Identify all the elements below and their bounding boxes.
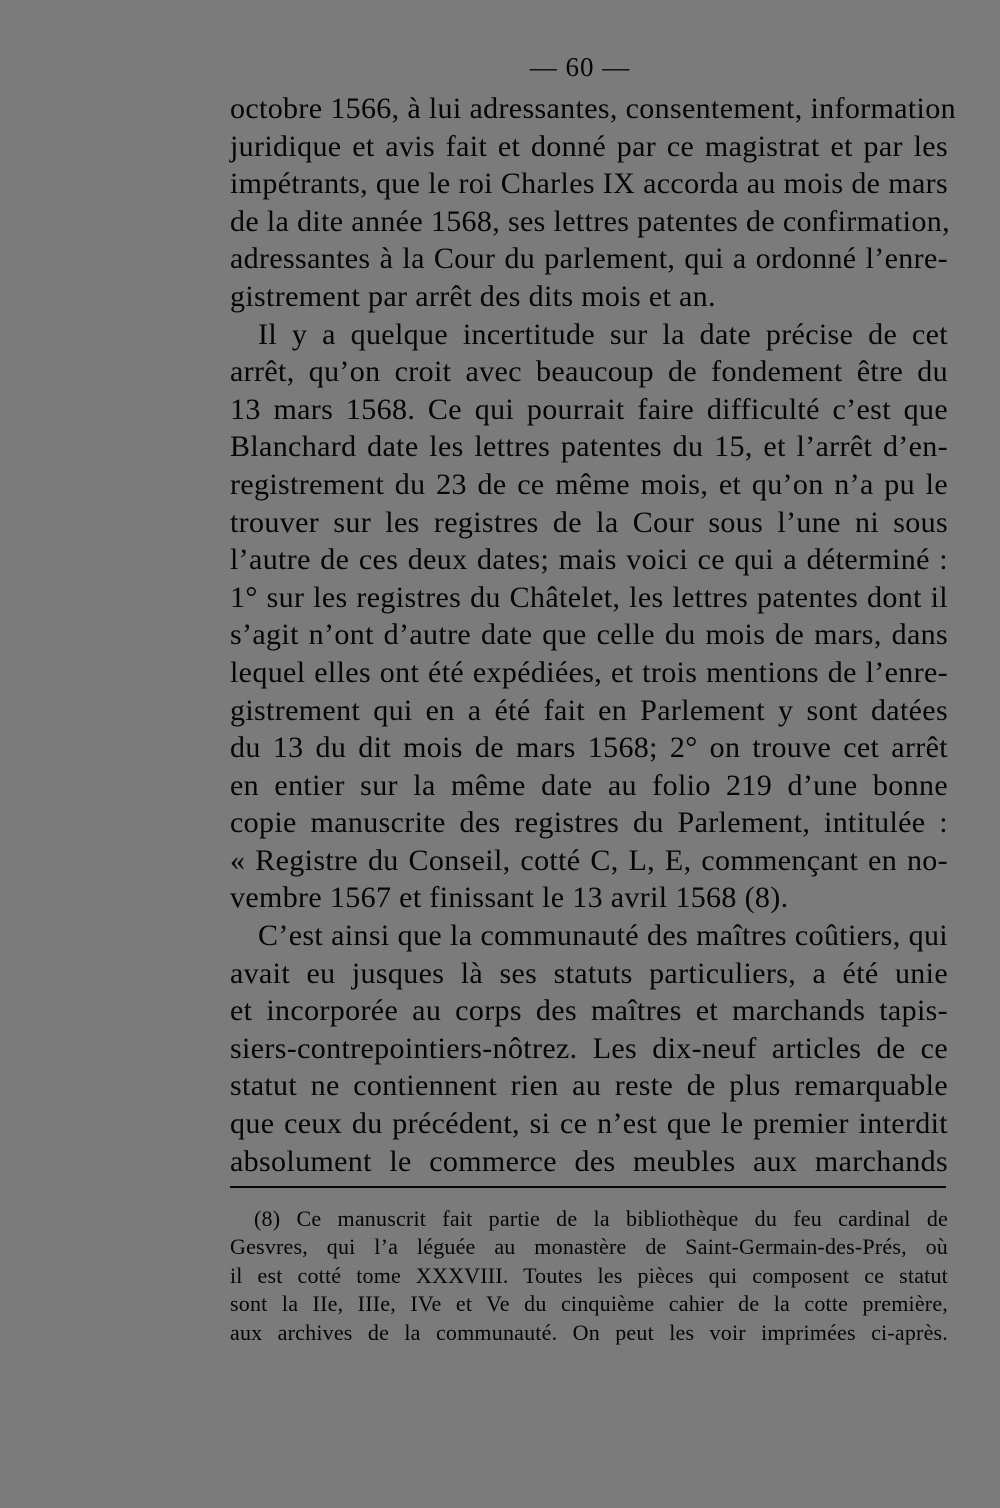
text-line: statut ne contiennent rien au reste de plus remarquable (230, 1069, 948, 1103)
text-line: arrêt, qu’on croit avec beaucoup de fondement être du (230, 355, 948, 389)
text-line: en entier sur la même date au folio 219 d’une bonne (230, 768, 948, 802)
footnote-line: Gesvres, qui l’a léguée au monastère de Saint-Germain-des-Prés, où (230, 1234, 948, 1260)
text-line: et incorporée au corps des maîtres et marchands tapis- (230, 994, 948, 1028)
text-line: adressantes à la Cour du parlement, qui a ordonné l’enre- (230, 242, 948, 276)
text-line: gistrement qui en a été fait en Parlement y sont datées (230, 693, 948, 727)
text-line: Blanchard date les lettres patentes du 15, et l’arrêt d’en- (230, 430, 948, 464)
text-line: l’autre de ces deux dates; mais voici ce qui a déterminé : (230, 543, 948, 577)
footnote-line: aux archives de la communauté. On peut les voir imprimées ci-après. (230, 1319, 948, 1345)
footnote-line: (8) Ce manuscrit fait partie de la bibliothèque du feu cardinal de (254, 1206, 948, 1231)
body-text (230, 90, 956, 1180)
text-line: impétrants, que le roi Charles IX accorda au mois de mars (230, 167, 948, 201)
page-number: — 60 — (529, 52, 631, 82)
text-line: siers-contrepointiers-nôtrez. Les dix-neuf articles de ce (230, 1031, 948, 1065)
text-line: s’agit n’ont d’autre date que celle du mois de mars, dans (230, 618, 948, 652)
text-line: copie manuscrite des registres du Parlement, intitulée : (230, 806, 948, 840)
footnote-line: il est cotté tome XXXVIII. Toutes les pièces qui composent ce statut (230, 1262, 948, 1288)
text-line: lequel elles ont été expédiées, et trois mentions de l’enre- (230, 655, 948, 689)
text-line: « Registre du Conseil, cotté C, L, E, commençant en no- (230, 843, 948, 877)
text-line: gistrement par arrêt des dits mois et an. (230, 279, 716, 313)
text-line: octobre 1566, à lui adressantes, consentement, information (230, 92, 956, 125)
text-line: de la dite année 1568, ses lettres patentes de confirmation, (230, 204, 950, 238)
text-line: vembre 1567 et finissant le 13 avril 1568 (8). (230, 881, 789, 915)
text-line: que ceux du précédent, si ce n’est que le premier interdit (230, 1107, 948, 1141)
footnote-separator (230, 1186, 946, 1188)
text-line: 13 mars 1568. Ce qui pourrait faire difficulté c’est que (230, 392, 948, 426)
text-line: juridique et avis fait et donné par ce magistrat et par les (230, 129, 948, 163)
footnote (230, 1205, 948, 1347)
text-line: 1° sur les registres du Châtelet, les lettres patentes dont il (230, 580, 948, 614)
text-line: avait eu jusques là ses statuts particuliers, a été unie (230, 956, 948, 990)
text-line: C’est ainsi que la communauté des maîtres coûtiers, qui (258, 919, 948, 953)
text-line: Il y a quelque incertitude sur la date précise de cet (258, 317, 948, 351)
text-line: registrement du 23 de ce même mois, et qu’on n’a pu le (230, 467, 948, 501)
footnote-line: sont la IIe, IIIe, IVe et Ve du cinquième cahier de la cotte première, (230, 1291, 948, 1317)
text-line: trouver sur les registres de la Cour sous l’une ni sous (230, 505, 948, 539)
text-line: absolument le commerce des meubles aux marchands (230, 1144, 948, 1178)
text-line: du 13 du dit mois de mars 1568; 2° on trouve cet arrêt (230, 731, 948, 765)
